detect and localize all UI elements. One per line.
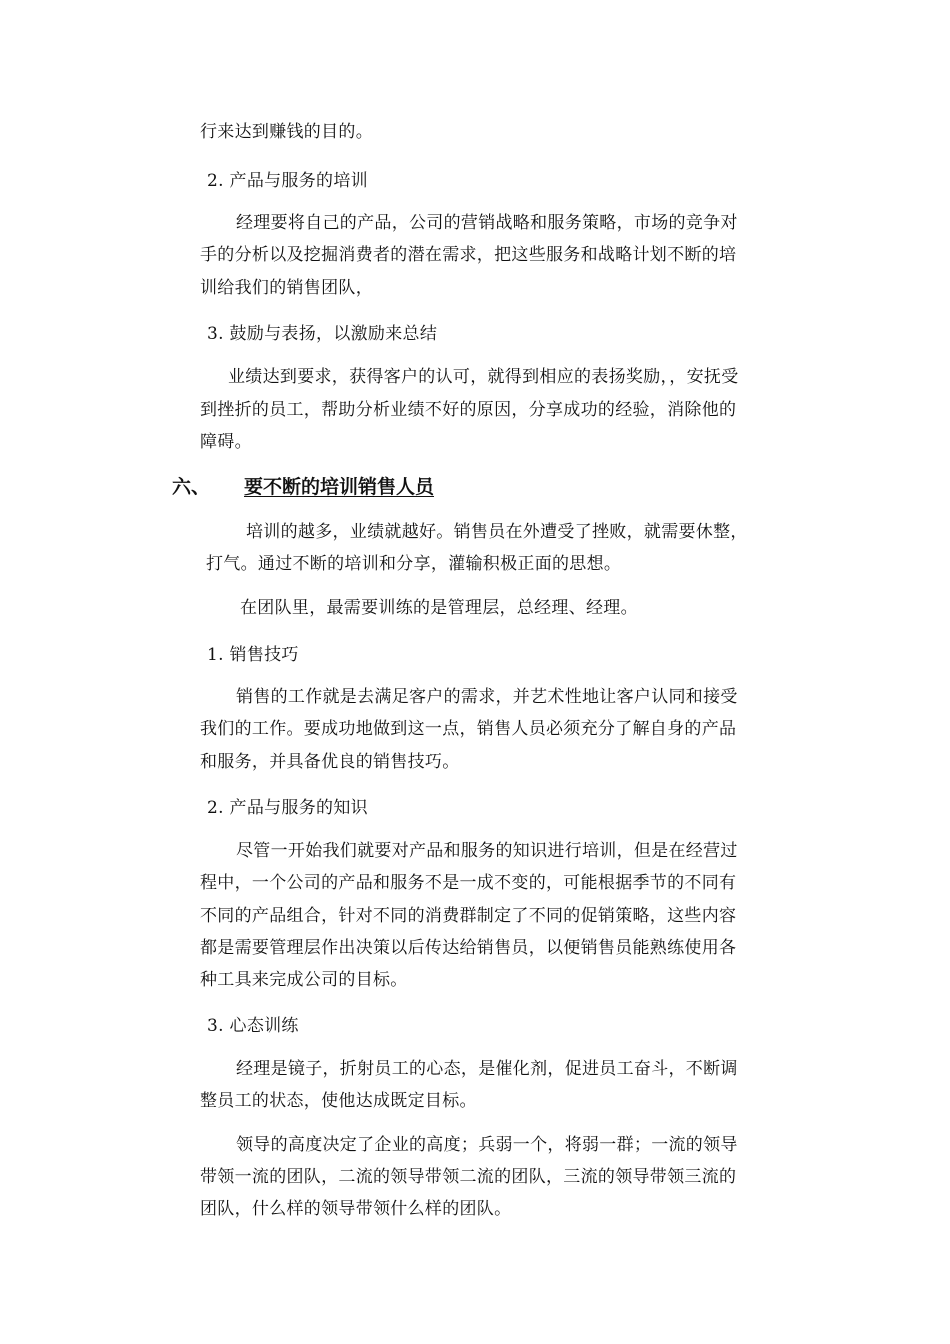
paragraph-line: 种工具来完成公司的目标。 — [200, 970, 408, 990]
list-item-title: 2. 产品与服务的知识 — [207, 798, 368, 818]
paragraph-line: 和服务，并具备优良的销售技巧。 — [200, 752, 460, 772]
list-item-title: 1. 销售技巧 — [207, 645, 299, 665]
paragraph-line: 行来达到赚钱的目的。 — [200, 122, 373, 142]
section-number: 六、 — [172, 476, 211, 498]
list-item-title: 2. 产品与服务的培训 — [207, 171, 368, 191]
paragraph-line: 经理要将自己的产品，公司的营销战略和服务策略，市场的竞争对 — [236, 213, 738, 233]
list-item-title: 3. 心态训练 — [207, 1016, 299, 1036]
paragraph-line: 经理是镜子，折射员工的心态，是催化剂，促进员工奋斗，不断调 — [236, 1059, 738, 1079]
paragraph-line: 培训的越多，业绩就越好。销售员在外遭受了挫败，就需要休整， — [246, 522, 748, 542]
section-heading — [172, 476, 434, 498]
paragraph-line: 手的分析以及挖掘消费者的潜在需求，把这些服务和战略计划不断的培 — [200, 245, 737, 265]
list-item-title: 3. 鼓励与表扬，以激励来总结 — [207, 324, 438, 344]
paragraph-line: 领导的高度决定了企业的高度；兵弱一个，将弱一群；一流的领导 — [236, 1135, 738, 1155]
paragraph-line: 打气。通过不断的培训和分享，灌输积极正面的思想。 — [206, 554, 622, 574]
paragraph-line: 到挫折的员工，帮助分析业绩不好的原因，分享成功的经验，消除他的 — [200, 400, 737, 420]
paragraph-line: 整员工的状态，使他达成既定目标。 — [200, 1091, 477, 1111]
paragraph-line: 训给我们的销售团队， — [200, 278, 373, 298]
paragraph-line: 在团队里，最需要训练的是管理层，总经理、经理。 — [240, 598, 638, 618]
paragraph-line: 销售的工作就是去满足客户的需求，并艺术性地让客户认同和接受 — [236, 687, 738, 707]
paragraph-line: 程中，一个公司的产品和服务不是一成不变的，可能根据季节的不同有 — [200, 873, 737, 893]
section-title: 要不断的培训销售人员 — [244, 476, 435, 498]
paragraph-line: 尽管一开始我们就要对产品和服务的知识进行培训，但是在经营过 — [236, 841, 738, 861]
paragraph-line: 不同的产品组合，针对不同的消费群制定了不同的促销策略，这些内容 — [200, 906, 737, 926]
paragraph-line: 我们的工作。要成功地做到这一点，销售人员必须充分了解自身的产品 — [200, 719, 737, 739]
paragraph-line: 业绩达到要求，获得客户的认可，就得到相应的表扬奖励，，安抚受 — [228, 367, 739, 387]
paragraph-line: 都是需要管理层作出决策以后传达给销售员，以便销售员能熟练使用各 — [200, 938, 737, 958]
paragraph-line: 团队，什么样的领导带领什么样的团队。 — [200, 1199, 512, 1219]
paragraph-line: 障碍。 — [200, 432, 252, 452]
paragraph-line: 带领一流的团队，二流的领导带领二流的团队，三流的领导带领三流的 — [200, 1167, 737, 1187]
